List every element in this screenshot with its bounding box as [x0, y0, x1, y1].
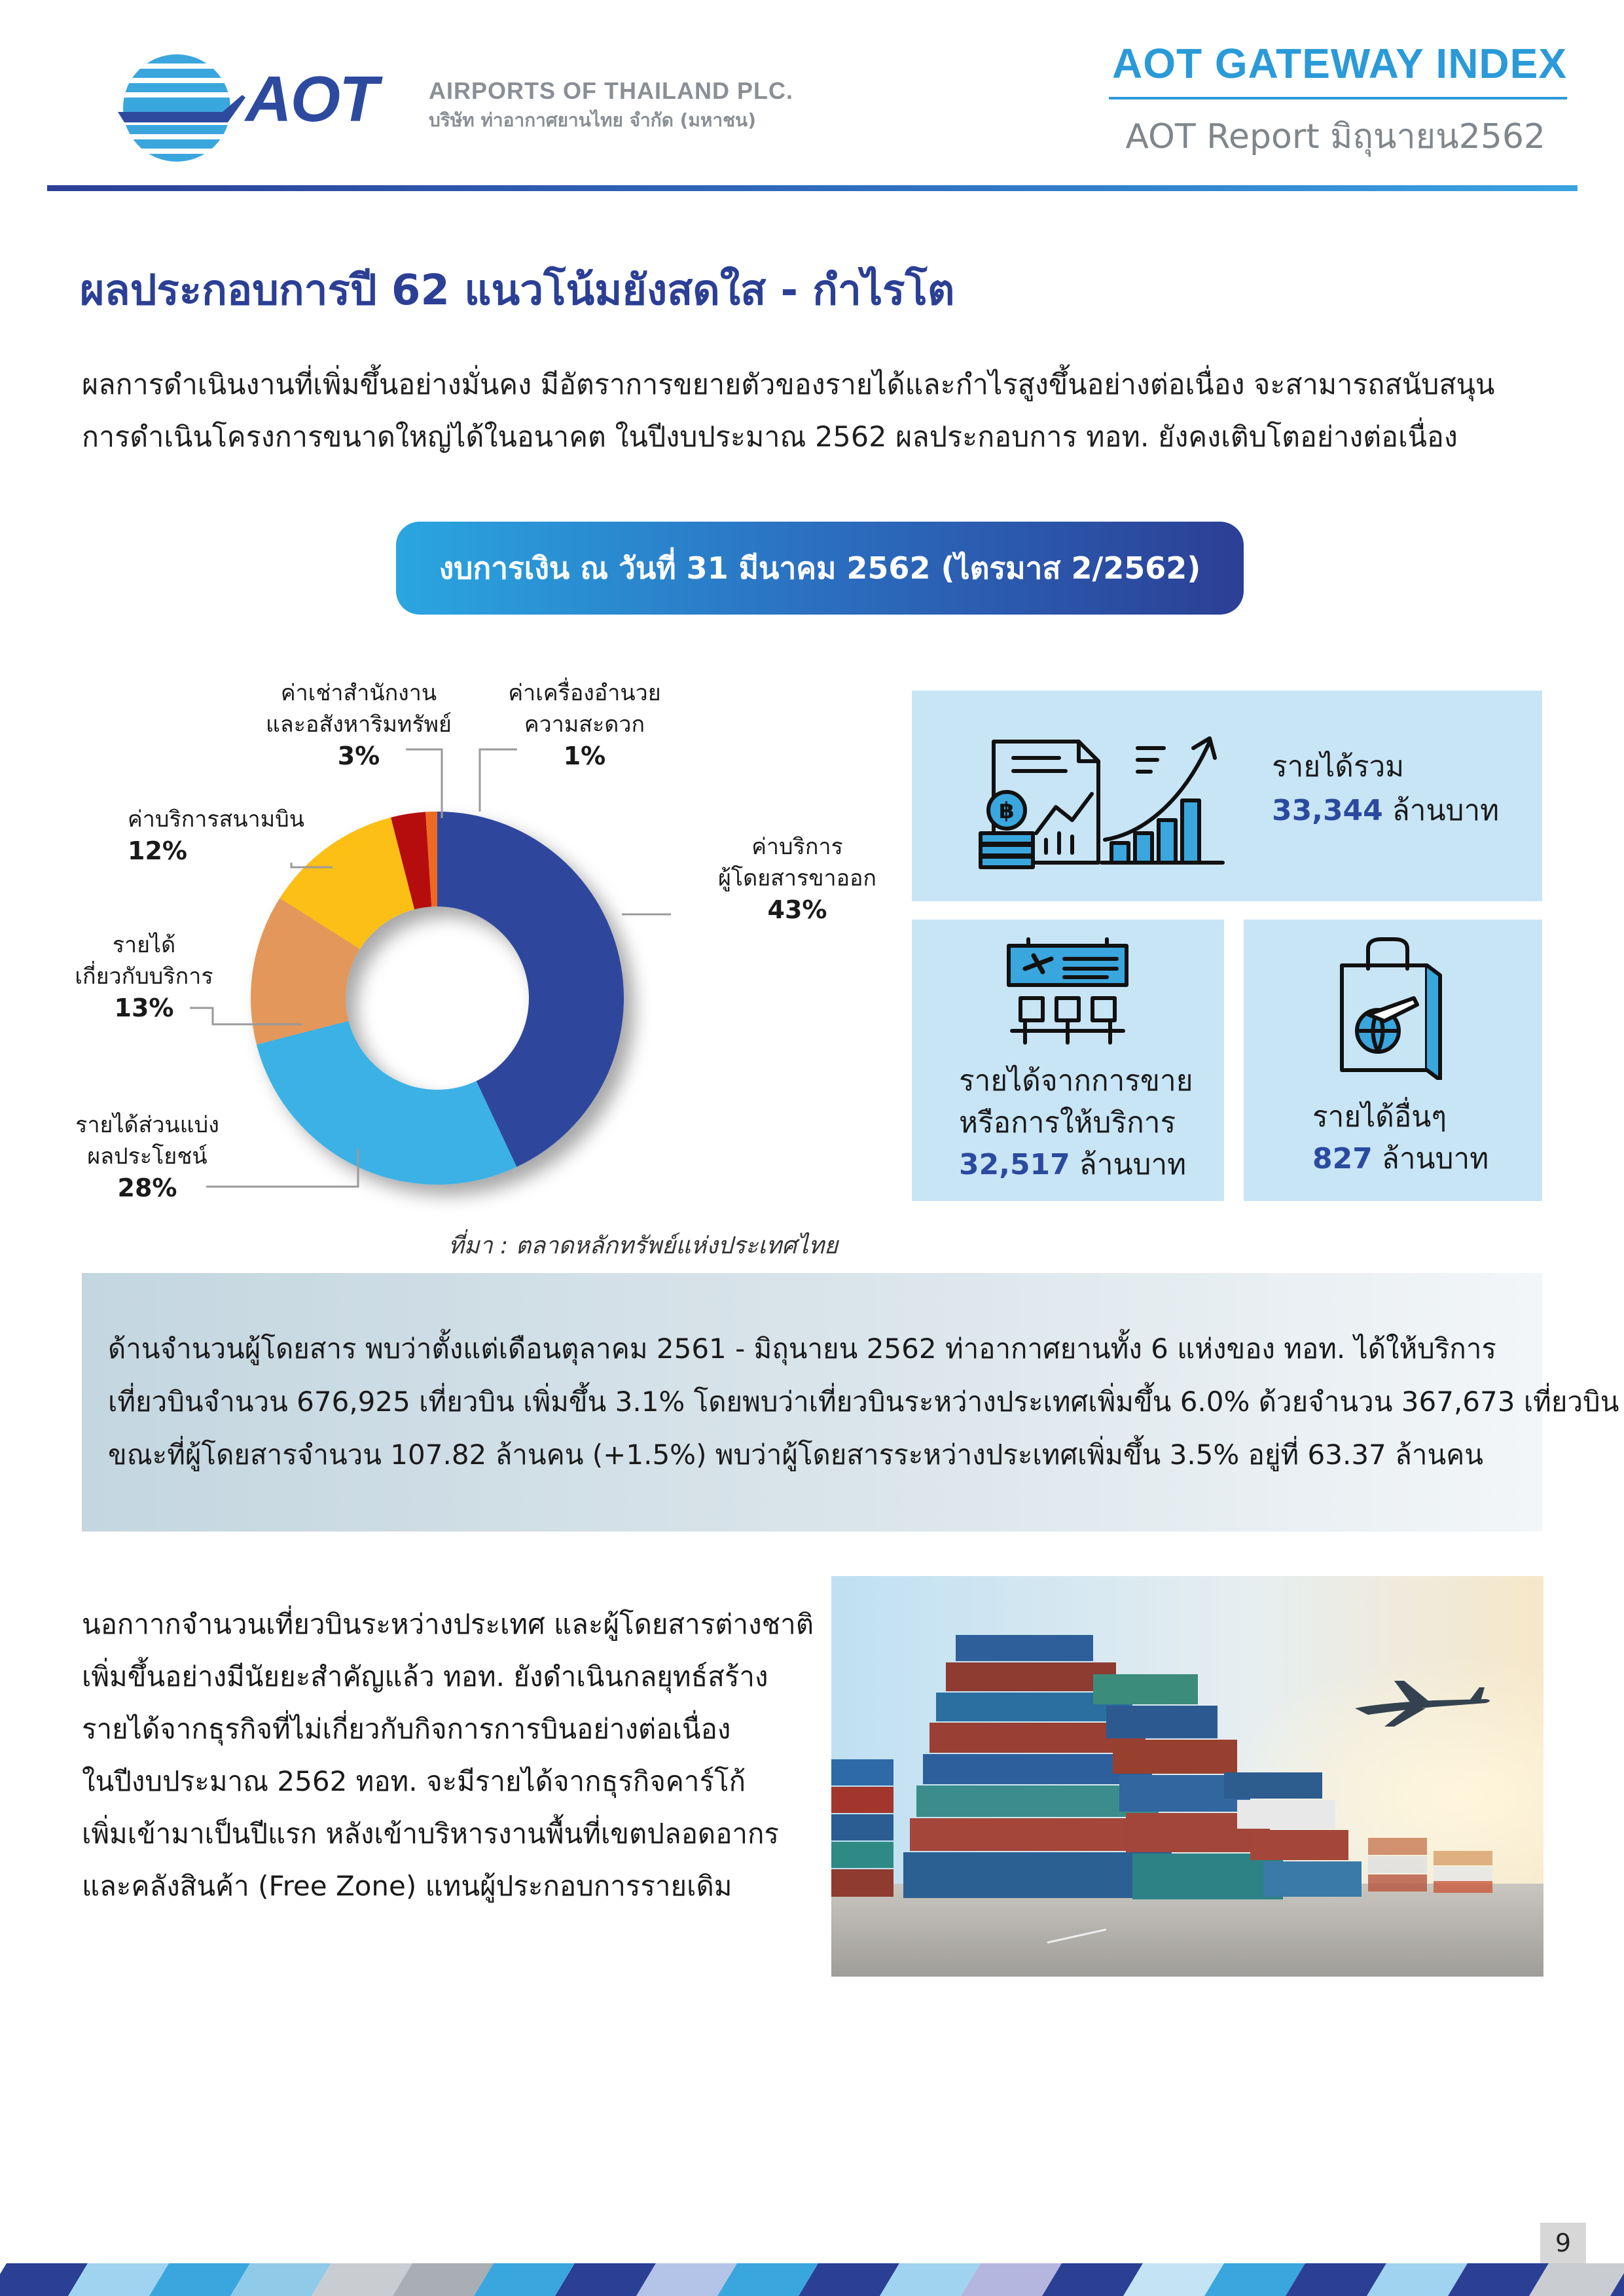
card-other-revenue	[1244, 920, 1542, 1201]
other-revenue-number: 827	[1312, 1142, 1373, 1175]
body-line: และคลังสินค้า (Free Zone) แทนผู้ประกอบการรายเดิม	[82, 1870, 732, 1902]
body-line: รายได้จากธุรกิจที่ไม่เกี่ยวกับกิจการการบินอย่างต่อเนื่อง	[82, 1713, 731, 1745]
intro-line: การดำเนินโครงการขนาดใหญ่ได้ในอนาคต ในปีงบประมาณ 2562 ผลประกอบการ ทอท. ยังคงเติบโตอย่างต่อเนื่อง	[82, 421, 1458, 454]
highlight-line: ขณะที่ผู้โดยสารจำนวน 107.82 ล้านคน (+1.5%) พบว่าผู้โดยสารระหว่างประเทศเพิ่มขึ้น 3.5% อยู่ที่ 63.37 ล้านคน	[108, 1439, 1483, 1471]
travel-bag-icon	[1332, 936, 1450, 1080]
highlight-paragraph	[108, 1322, 1619, 1481]
intro-paragraph	[82, 359, 1494, 463]
total-revenue-number: 33,344	[1272, 794, 1383, 827]
body-line: เพิ่มเข้ามาเป็นปีแรก หลังเข้าบริหารงานพื้นที่เขตปลอดอากร	[82, 1818, 779, 1850]
passenger-highlight-box	[82, 1273, 1619, 1532]
total-revenue-label: รายได้รวม	[1272, 750, 1405, 783]
body-line: นอกาากจำนวนเที่ยวบินระหว่างประเทศ และผู้โดยสารต่างชาติ	[82, 1608, 814, 1640]
chart-source: ที่มา : ตลาดหลักทรัพย์แห่งประเทศไทย	[448, 1232, 839, 1259]
sales-revenue-label: รายได้จากการขาย หรือการให้บริการ 32,517 ล้านบาท	[959, 1064, 1193, 1181]
body-line: ในปีงบประมาณ 2562 ทอท. จะมีรายได้จากธุรกิจคาร์โก้	[82, 1765, 746, 1797]
other-revenue-label: รายได้อื่นๆ 827 ล้านบาท	[1312, 1100, 1489, 1175]
leader-line	[206, 1149, 358, 1187]
cargo-containers-photo	[831, 1576, 1543, 1977]
highlight-line: ด้านจำนวนผู้โดยสาร พบว่าตั้งแต่เดือนตุลาคม 2561 - มิถุนายน 2562 ท่าอากาศยานทั้ง 6 แห่งของ ทอท. ได้ให้บริการ	[108, 1333, 1496, 1365]
header-rule	[47, 185, 1578, 191]
finance-growth-icon	[974, 728, 1236, 879]
company-name-en: AIRPORTS OF THAILAND PLC.	[429, 77, 793, 104]
sales-revenue-unit: ล้านบาท	[1079, 1148, 1187, 1181]
total-revenue-unit: ล้านบาท	[1392, 794, 1500, 827]
page-number: 9	[1540, 2223, 1586, 2263]
footer-stripes	[0, 2263, 1624, 2296]
section-pill: งบการเงิน ณ วันที่ 31 มีนาคม 2562 (ไตรมาส 2/2562)	[396, 522, 1244, 615]
logo-wordmark: AOT	[245, 63, 377, 135]
title-underline	[1109, 97, 1567, 99]
slice-concession	[257, 1021, 516, 1185]
card-total-revenue	[912, 691, 1542, 901]
other-revenue-unit: ล้านบาท	[1381, 1142, 1489, 1175]
aot-logo	[111, 49, 419, 167]
aot-emblem-icon	[111, 49, 249, 167]
svg-text:฿: ฿	[999, 798, 1015, 824]
page-headline: ผลประกอบการปี 62 แนวโน้มยังสดใส - กำไรโต	[80, 266, 955, 315]
report-subtitle: AOT Report มิถุนายน2562	[1125, 117, 1545, 156]
airport-lounge-icon	[1002, 933, 1133, 1050]
cargo-paragraph	[82, 1598, 814, 1912]
highlight-line: เที่ยวบินจำนวน 676,925 เที่ยวบิน เพิ่มขึ้น 3.1% โดยพบว่าเที่ยวบินระหว่างประเทศเพิ่มขึ้น 6.0% ด้วยจำนวน 367,673 เที่ยวบิน	[108, 1386, 1619, 1418]
card-sales-revenue	[912, 920, 1224, 1201]
report-title: AOT GATEWAY INDEX	[1111, 40, 1567, 87]
company-name-th: บริษัท ท่าอากาศยานไทย จำกัด (มหาชน)	[429, 109, 756, 131]
sales-revenue-number: 32,517	[959, 1148, 1070, 1181]
total-revenue-value	[1272, 790, 1499, 832]
body-line: เพิ่มขึ้นอย่างมีนัยยะสำคัญแล้ว ทอท. ยังดำเนินกลยุทธ์สร้าง	[82, 1660, 768, 1693]
intro-line: ผลการดำเนินงานที่เพิ่มขึ้นอย่างมั่นคง มีอัตราการขยายตัวของรายได้และกำไรสูงขึ้นอย่างต่อเนื่อง จะสามารถสนับสนุน	[82, 368, 1495, 401]
